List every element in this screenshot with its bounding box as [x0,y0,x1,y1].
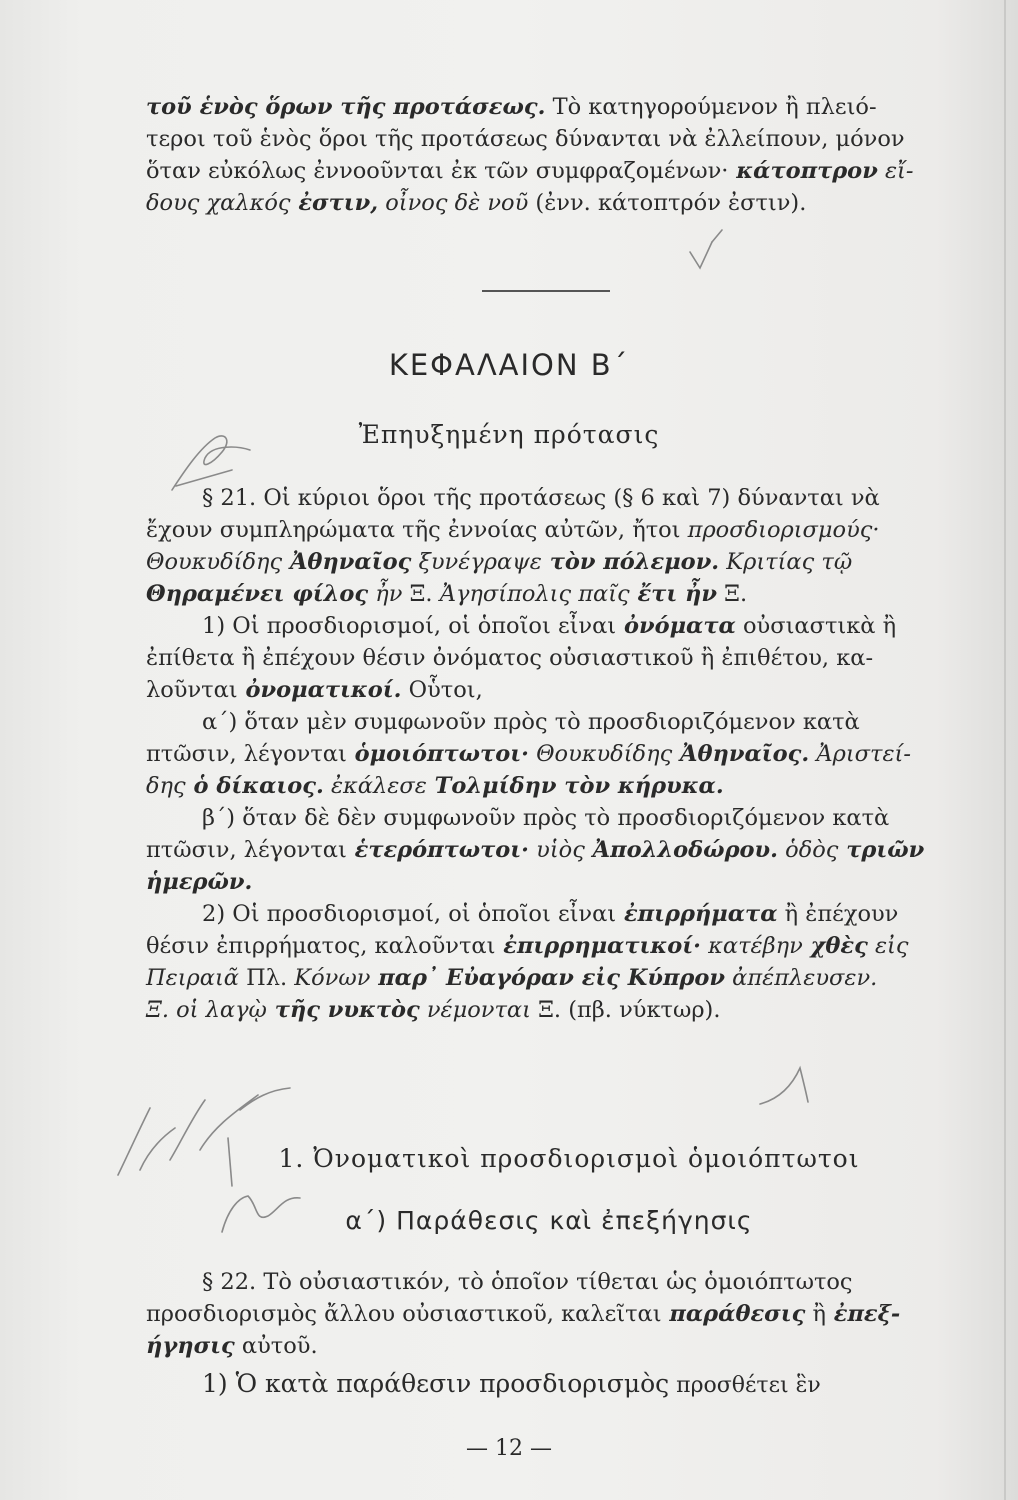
text: ἐκάλεσε [323,773,427,799]
text: θέσιν ἐπιρρήματος, καλοῦνται [146,933,496,959]
text: Τολμίδην τὸν κήρυκα. [426,773,724,799]
text: ἐπίθετα ἢ ἐπέχουν θέσιν ὀνόματος οὐσιαστικοῦ ἢ ἐπιθέτου, κα- [146,645,874,671]
text: Πειραιᾶ [146,965,239,991]
text: (ἐνν. κάτοπτρόν ἐστιν). [528,190,807,216]
text: ὀνοματικοί. [237,677,402,703]
checkmark-mark [690,242,712,268]
text: Κόνων [287,965,371,991]
text: Ἀγησίπολις παῖς [432,581,630,607]
text: Ξ. οἱ λαγῲ [146,997,267,1023]
text: ὁδὸς [778,837,839,863]
text: Θηραμένει φίλος [146,581,369,607]
text: ἐπιρρηματικοί· [495,933,701,959]
text: εἴ- [877,158,914,184]
text: υἱὸς [529,837,585,863]
text: § 22. Τὸ οὐσιαστικόν, τὸ ὁποῖον τίθεται ὡς ὁμοιόπτωτος [202,1269,853,1295]
text: δης [146,773,186,799]
text: παρ᾽ Εὐαγόραν εἰς Κύπρον [370,965,726,991]
section-divider [482,290,610,292]
text: Οὗτοι, [401,677,483,703]
text: ἐστιν, [290,190,379,216]
text: Ξ. [717,581,748,607]
curve-mark [760,1068,808,1104]
text: ἀπέπλευσεν. [725,965,878,991]
text: ξυνέγραψε [411,549,542,575]
text: Τὸ κατηγορούμενον ἢ πλειό- [545,94,877,120]
text: 1) Ὁ κατὰ παράθεσιν προσδιορισμὸς [202,1369,670,1398]
text: πτῶσιν, λέγονται [146,741,347,767]
text: β΄) ὅταν δὲ δὲν συμφωνοῦν πρὸς τὸ προσδιοριζόμενον κατὰ [202,805,890,831]
text: 1) Οἱ προσδιορισμοί, οἱ ὁποῖοι εἶναι [202,613,617,639]
text: ὁ δίκαιος. [185,773,324,799]
text: τὸν πόλεμον. [541,549,720,575]
text: ὁμοιόπτωτοι· [346,741,529,767]
text: Θουκυδίδης [146,549,283,575]
text: Ἀθηναῖος [282,549,412,575]
page-edge [1004,0,1006,1500]
text: πτῶσιν, λέγονται [146,837,347,863]
text: ὀνόματα [616,613,736,639]
text: ἔχουν συμπληρώματα τῆς ἐννοίας αὐτῶν, ἤτοι [146,517,681,543]
text: ἡμερῶν. [146,869,253,895]
text: Θουκυδίδης [528,741,673,767]
text: Ἀθηναῖος. [672,741,810,767]
text: ήγησις [146,1333,235,1359]
subheading-a: α΄) Παράθεσις καὶ ἐπεξήγησις [345,1206,753,1235]
text: κάτοπτρον [728,158,878,184]
paragraph-21 [146,482,944,1026]
section-title: Ἐπηυξημένη πρότασις [358,420,660,449]
text: εἰς [867,933,909,959]
text: κατέβην [701,933,803,959]
text: τῆς νυκτὸς [266,997,420,1023]
text: ὅταν εὐκόλως ἐννοοῦνται ἐκ τῶν συμφραζομένων· [146,158,729,184]
text: προσθέτει ἓν [669,1373,821,1398]
text: οἶνος δὲ νοῦ [378,190,529,216]
text: α΄) ὅταν μὲν συμφωνοῦν πρὸς τὸ προσδιοριζόμενον κατὰ [202,709,860,735]
text: ἔτι ἦν [629,581,718,607]
text: τριῶν [838,837,925,863]
text: ἦν [368,581,403,607]
text: 2) Οἱ προσδιορισμοί, οἱ ὁποῖοι εἶναι [202,901,617,927]
text: ἢ ἐπέχουν [777,901,899,927]
text: νέμονται [419,997,531,1023]
page-number: — 12 — [466,1436,552,1461]
paragraph-22 [146,1266,944,1402]
text: Ξ. (πβ. νύκτωρ). [530,997,721,1023]
text: τοῦ ἑνὸς ὅρων τῆς προτάσεως. [146,94,546,120]
text: δους χαλκός [146,190,291,216]
text: ἐπιρρήματα [616,901,778,927]
text: § 21. Οἱ κύριοι ὅροι τῆς προτάσεως (§ 6 καὶ 7) δύνανται νὰ [202,485,880,511]
text: ἑτερόπτωτοι· [346,837,530,863]
text: λοῦνται [146,677,238,703]
checkmark-tail [712,230,722,242]
text: Ἀπολλοδώρου. [584,837,779,863]
text: Πλ. [238,965,288,991]
text: ἐπεξ- [825,1301,901,1327]
chapter-title: ΚΕΦΑΛΑΙΟΝ Β΄ [388,348,630,382]
text: τεροι τοῦ ἑνὸς ὅροι τῆς προτάσεως δύνανται νὰ ἐλλείπουν, μόνον [146,126,905,152]
text: ἢ [805,1301,826,1327]
text: Ἀριστεί- [809,741,911,767]
text: οὐσιαστικὰ ἢ [735,613,897,639]
intro-paragraph [146,91,944,219]
text: Κριτίας τῷ [719,549,853,575]
text: αὐτοῦ. [234,1333,318,1359]
text: προσδιορισμὸς ἄλλου οὐσιαστικοῦ, καλεῖται [146,1301,662,1327]
text: Ξ. [402,581,433,607]
text: χθὲς [802,933,868,959]
subheading-1: 1. Ὀνοματικοὶ προσδιορισμοὶ ὁμοιόπτωτοι [278,1144,860,1173]
text: παράθεσις [661,1301,806,1327]
text: προσδιορισμούς· [680,517,880,543]
